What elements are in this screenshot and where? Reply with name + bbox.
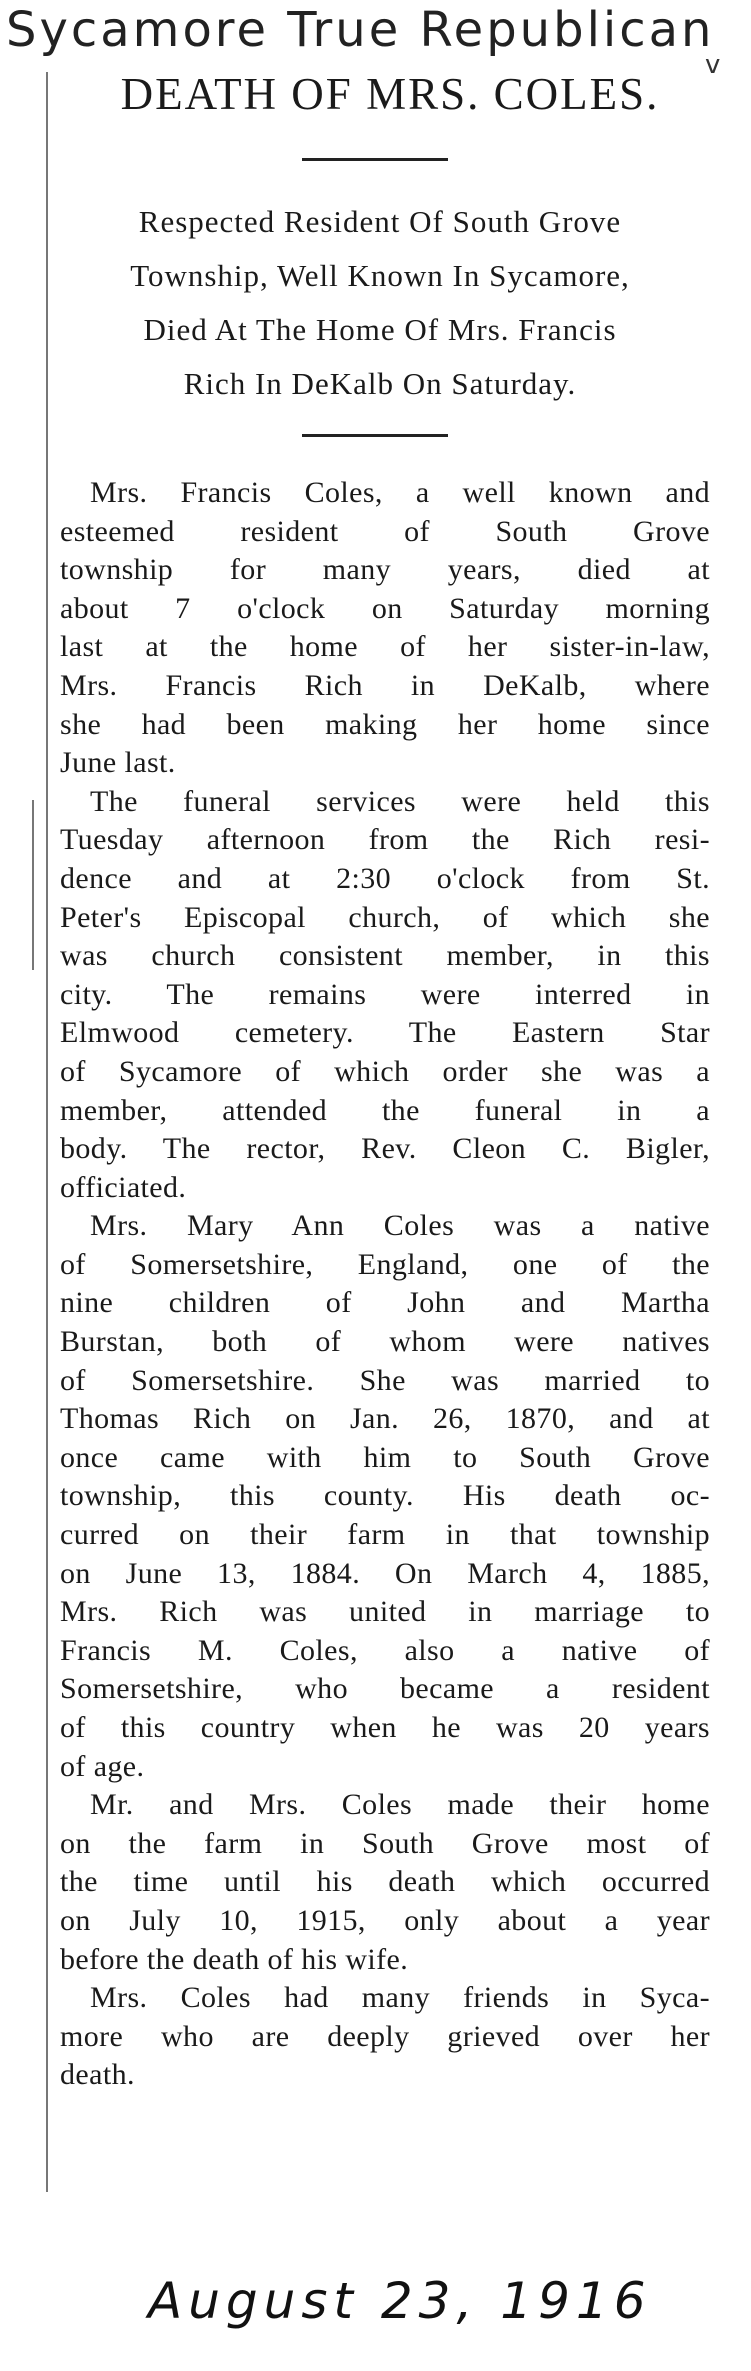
body-line: more who are deeply grieved over her bbox=[60, 2019, 710, 2053]
body-line: last at the home of her sister-in-law, bbox=[60, 630, 710, 664]
body-line: Burstan, both of whom were natives bbox=[60, 1325, 710, 1359]
body-line: esteemed resident of South Grove bbox=[60, 514, 710, 548]
article-subhead bbox=[40, 195, 720, 411]
body-line: Mrs. Francis Rich in DeKalb, where bbox=[60, 668, 710, 702]
body-line: was church consistent member, in this bbox=[60, 939, 710, 973]
body-line: member, attended the funeral in a bbox=[60, 1093, 710, 1127]
body-line: Somersetshire, who became a resident bbox=[60, 1672, 710, 1706]
subhead-divider bbox=[302, 434, 448, 437]
body-line: the time until his death which occurred bbox=[60, 1865, 710, 1899]
headline-divider bbox=[302, 158, 448, 161]
article-body bbox=[60, 474, 710, 2095]
body-line: Mr. and Mrs. Coles made their home bbox=[90, 1788, 710, 1822]
body-line: Mrs. Francis Coles, a well known and bbox=[90, 476, 710, 509]
body-line: township for many years, died at bbox=[60, 553, 710, 587]
article-headline: DEATH OF MRS. COLES. bbox=[120, 69, 660, 119]
body-line: Francis M. Coles, also a native of bbox=[60, 1633, 710, 1667]
body-line: Thomas Rich on Jan. 26, 1870, and at bbox=[60, 1402, 710, 1436]
body-line: June last. bbox=[60, 746, 176, 780]
subhead-line: Died At The Home Of Mrs. Francis bbox=[143, 312, 617, 347]
body-line: The funeral services were held this bbox=[90, 784, 710, 818]
body-line: body. The rector, Rev. Cleon C. Bigler, bbox=[60, 1132, 710, 1166]
handwritten-checkmark: v bbox=[705, 50, 721, 80]
body-line: once came with him to South Grove bbox=[60, 1440, 710, 1474]
body-line: Mrs. Rich was united in marriage to bbox=[60, 1595, 710, 1629]
handwritten-date: August 23, 1916 bbox=[148, 2272, 652, 2330]
column-rule-fragment bbox=[32, 800, 34, 970]
body-line: of Somersetshire, England, one of the bbox=[60, 1247, 710, 1281]
body-line: Mrs. Mary Ann Coles was a native bbox=[90, 1209, 710, 1243]
body-line: Peter's Episcopal church, of which she bbox=[60, 900, 710, 934]
body-line: of Sycamore of which order she was a bbox=[60, 1054, 710, 1088]
body-line: on June 13, 1884. On March 4, 1885, bbox=[60, 1556, 710, 1590]
body-line: nine children of John and Martha bbox=[60, 1286, 710, 1320]
subhead-line: Township, Well Known In Sycamore, bbox=[130, 258, 630, 293]
body-line: of age. bbox=[60, 1749, 145, 1783]
body-line: on July 10, 1915, only about a year bbox=[60, 1903, 710, 1937]
subhead-line: Rich In DeKalb On Saturday. bbox=[183, 366, 577, 401]
body-line: officiated. bbox=[60, 1170, 187, 1204]
body-line: Tuesday afternoon from the Rich resi- bbox=[60, 823, 710, 857]
body-line: township, this county. His death oc- bbox=[60, 1479, 710, 1513]
body-line: curred on their farm in that township bbox=[60, 1518, 710, 1552]
body-line: before the death of his wife. bbox=[60, 1942, 409, 1976]
subhead-line: Respected Resident Of South Grove bbox=[138, 204, 622, 239]
body-line: Elmwood cemetery. The Eastern Star bbox=[60, 1016, 710, 1050]
body-line: dence and at 2:30 o'clock from St. bbox=[60, 861, 710, 895]
body-line: of this country when he was 20 years bbox=[60, 1711, 710, 1744]
body-line: she had been making her home since bbox=[60, 707, 710, 741]
body-line: Mrs. Coles had many friends in Syca- bbox=[90, 1981, 710, 2015]
body-line: of Somersetshire. She was married to bbox=[60, 1363, 710, 1397]
body-line: city. The remains were interred in bbox=[60, 977, 710, 1011]
handwritten-newspaper-title: Sycamore True Republican bbox=[6, 2, 715, 58]
body-line: about 7 o'clock on Saturday morning bbox=[60, 591, 710, 625]
body-line: on the farm in South Grove most of bbox=[60, 1826, 710, 1860]
body-line: death. bbox=[60, 2058, 135, 2092]
